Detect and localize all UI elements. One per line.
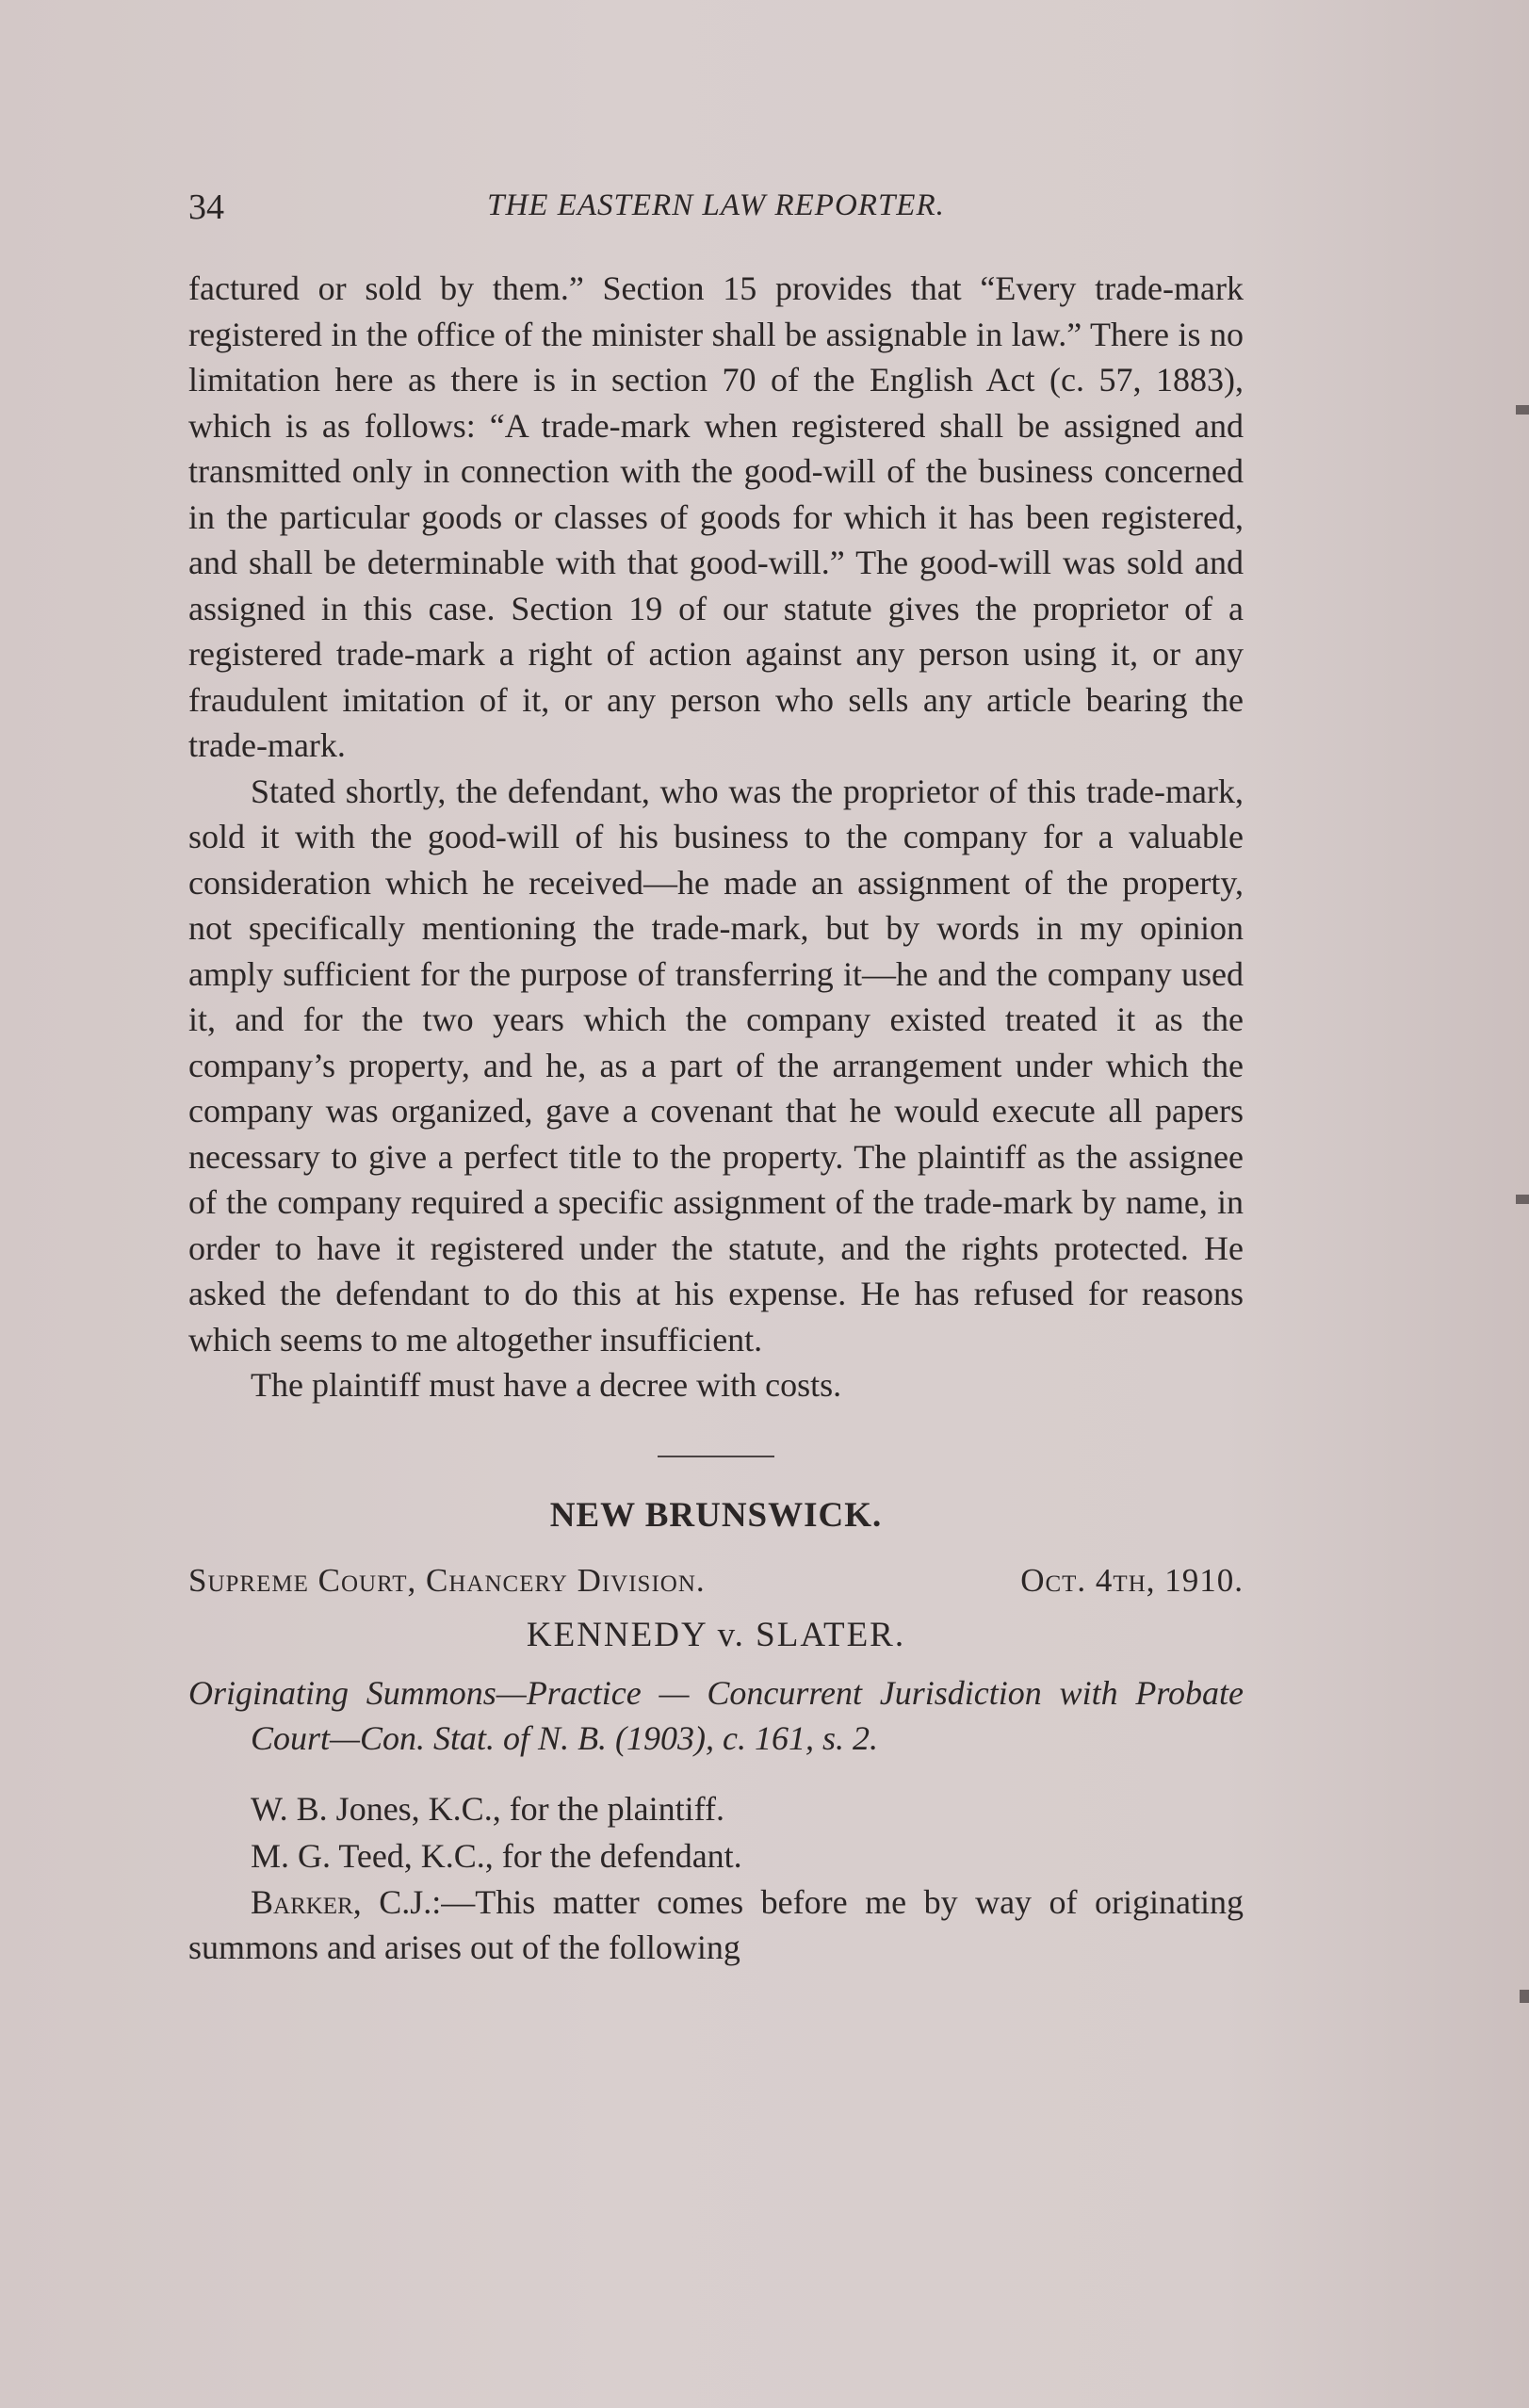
court-line (188, 1562, 1244, 1600)
running-title: THE EASTERN LAW REPORTER. (487, 188, 945, 222)
body-paragraph: Stated shortly, the defendant, who was the proprietor of this trade-mark, sold it with the good-will of his business to the company for a valuable consideration which he received—he made an assignment of the property, not specifically mentioning the trade-mark, but by words in my opinion amply sufficient for the purpose of transferring it—he and the company used it, and for the two years which the company existed treated it as the company’s property, and he, as a part of the arrangement under which the company was organized, gave a covenant that he would execute all papers necessary to give a perfect title to the property. The plaintiff as the assignee of the company required a specific assignment of the trade-mark by name, in order to have it registered under the statute, and the rights protected. He asked the defendant to do this at his expense. He has refused for reasons which seems to me altogether insufficient. (188, 772, 1244, 1359)
page-edge-mark (1520, 1990, 1529, 2003)
judgment-text: :—This matter comes before me by way of originating summons and arises out of the following (188, 1882, 1244, 1966)
decision-date: Oct. 4th, 1910. (1020, 1561, 1244, 1599)
counsel-plaintiff: W. B. Jones, K.C., for the plaintiff. (251, 1789, 724, 1828)
section-divider (658, 1456, 774, 1457)
page-content (188, 266, 1244, 1971)
judgment-opening (188, 1879, 1244, 1971)
counsel-defendant: M. G. Teed, K.C., for the defendant. (251, 1836, 742, 1875)
page-number: 34 (188, 187, 224, 227)
case-name: KENNEDY v. SLATER. (526, 1615, 906, 1654)
judge-name: Barker, C.J. (251, 1882, 432, 1921)
section-heading: NEW BRUNSWICK. (549, 1495, 883, 1535)
counsel-list (188, 1785, 1244, 1879)
page-edge-mark (1516, 1195, 1529, 1204)
headnote: Originating Summons—Practice — Concurrent Jurisdiction with Probate Court—Con. Stat. of N. B. (1903), c. 161, s. 2. (188, 1673, 1244, 1757)
body-paragraph: factured or sold by them.” Section 15 provides that “Every trade-mark registered in the office of the minister shall be assignable in law.” There is no limitation here as there is in section 70 of the English Act (c. 57, 1883), which is as follows: “A trade-mark when registered shall be assigned and transmitted only in connection with the good-will of the business concerned in the particular goods or classes of goods for which it has been registered, and shall be determinable with that good-will.” The good-will was sold and assigned in this case. Section 19 of our statute gives the proprietor of a registered trade-mark a right of action against any person using it, or any fraudulent imitation of it, or any person who sells any article bearing the trade-mark. (188, 269, 1244, 764)
body-paragraph: The plaintiff must have a decree with costs. (251, 1366, 842, 1404)
court-name: Supreme Court, Chancery Division. (188, 1561, 706, 1599)
page-header (188, 187, 1244, 234)
page-edge-mark (1516, 405, 1529, 415)
